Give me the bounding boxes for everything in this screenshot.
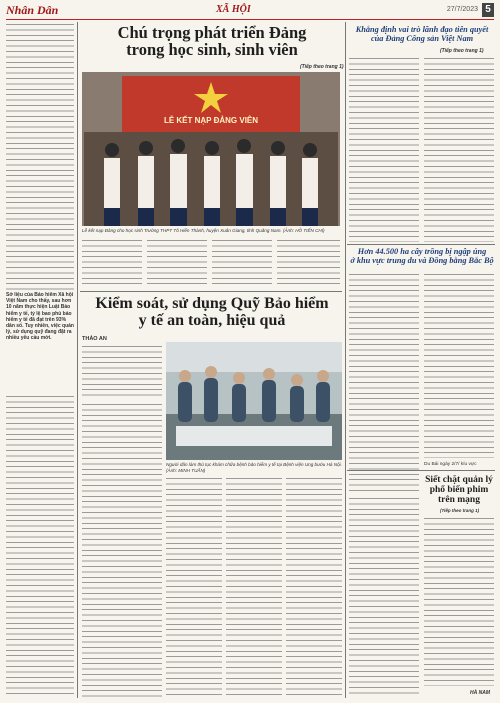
main-article-col-4 — [277, 238, 340, 288]
insurance-headline-line2: y tế an toàn, hiệu quả — [138, 311, 286, 329]
insurance-col-1b — [82, 402, 162, 698]
flood-headline-line1: Hơn 44.500 ha cây trồng bị ngập úng — [357, 247, 487, 256]
insurance-col-2 — [166, 476, 222, 698]
ceremony-banner: LỄ KẾT NẠP ĐẢNG VIÊN — [163, 116, 259, 125]
film-signature: HÀ NAM — [470, 690, 490, 696]
film-headline — [424, 476, 494, 506]
insurance-headline — [82, 296, 342, 330]
main-article-col-3 — [212, 238, 272, 288]
flood-byline: Du Bái ngày 2/7/ kíu vực — [424, 462, 477, 467]
insurance-lead: Sở liệu của Bảo hiểm Xã hội Việt Nam cho thấy, sau hơn 10 năm thực hiện Luật Bảo hiểm y tế, tỷ lệ bao phủ bảo hiểm y tế đã đạt trên 93% dân số. Tuy nhiên, việc quản lý, sử dụng quỹ đang đặt ra nhiều yêu cầu mới. — [6, 292, 74, 342]
insurance-headline-line1: Kiểm soát, sử dụng Quỹ Bảo hiểm — [95, 295, 329, 312]
flood-headline-line2: ở khu vực trung du và Đồng bằng Bắc Bộ — [350, 255, 494, 265]
right-column-divider — [345, 22, 346, 698]
flood-top-rule — [347, 244, 495, 245]
flood-col-1 — [349, 272, 419, 492]
issue-date: 27/7/2023 — [446, 6, 478, 13]
insurance-col-4 — [286, 476, 342, 698]
left-column-text — [6, 22, 74, 290]
youth-headline-line1: Khẳng định vai trò lãnh đạo tiên quyết — [355, 25, 489, 34]
main-source: (Tiếp theo trang 1) — [300, 64, 344, 70]
page-header — [6, 3, 494, 20]
ceremony-photo — [82, 72, 340, 226]
flood-headline — [349, 248, 495, 265]
insurance-top-rule — [80, 291, 342, 292]
left-column-text-2 — [6, 394, 74, 698]
youth-source: (Tiếp theo trang 1) — [440, 48, 484, 54]
ceremony-illustration — [82, 72, 340, 226]
insurance-byline: THẢO AN — [82, 336, 107, 342]
main-headline-line1: Chú trọng phát triển Đảng — [117, 23, 307, 42]
youth-headline-line2: của Đảng Công sản Việt Nam — [370, 33, 474, 43]
insurance-col-1 — [82, 344, 162, 400]
film-col-2 — [424, 516, 494, 686]
page-number: 5 — [482, 3, 494, 17]
film-headline-line2: phổ biến phim trên mạng — [429, 484, 489, 505]
insurance-photo — [166, 342, 342, 460]
film-top-rule — [347, 470, 495, 471]
insurance-col-3 — [226, 476, 282, 698]
youth-col-1 — [349, 56, 419, 242]
hospital-illustration — [166, 342, 342, 460]
main-headline-line2: trong học sinh, sinh viên — [126, 40, 298, 60]
youth-col-2 — [424, 56, 494, 242]
main-article-col-2 — [147, 238, 207, 288]
ceremony-photo-caption: Lễ kết nạp Đảng cho học sinh Trường THPT Tô Hiến Thành, huyện Xuân Giang, tỉnh Quảng Nam. (Ảnh: HỒ TIẾN CHÍ) — [82, 228, 325, 233]
section-title: XÃ HỘI — [216, 4, 251, 15]
flood-col-2 — [424, 272, 494, 458]
main-headline — [82, 24, 342, 59]
paper-name: Nhân Dân — [6, 3, 59, 17]
film-headline-line1: Siết chặt quản lý — [425, 475, 493, 485]
film-source: (Tiếp theo trang 1) — [440, 508, 480, 513]
main-article-col-1 — [82, 238, 142, 288]
film-col-1 — [349, 496, 419, 698]
youth-headline — [349, 26, 495, 43]
column-divider — [77, 22, 78, 698]
insurance-photo-caption: Người dân làm thủ tục khám chữa bệnh bảo hiểm y tế tại Bệnh viện Ung bướu Hà Nội. (Ảnh: MINH TUẤN) — [166, 462, 342, 473]
